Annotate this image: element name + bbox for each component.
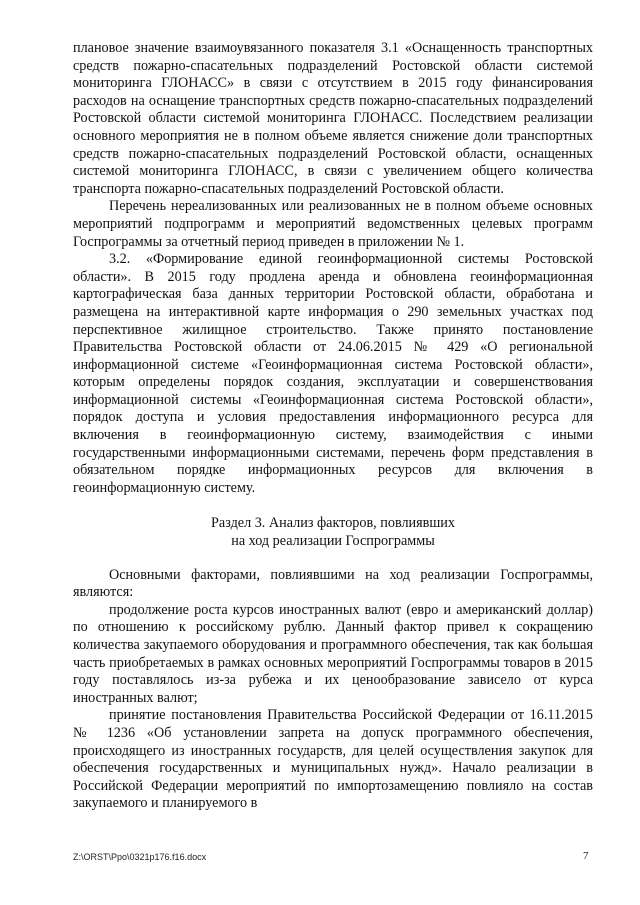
paragraph-glonass: плановое значение взаимоувязанного показателя 3.1 «Оснащенность транспортных средств пожарно-спасательных подразделений Ростовской области системой мониторинга ГЛОНАСС» в связи с отсутствием в 2015 году финансирования расходов на оснащение транспортных средств пожарно-спасательных подразделений Ростовской области системой мониторинга ГЛОНАСС. Последствием реализации основного мероприятия не в полном объеме является снижение доли транспортных средств пожарно-спасательных подразделений Ростовской области, оснащенных системой мониторинга ГЛОНАСС, в связи с увеличением общего количества транспорта пожарно-спасательных подразделений Ростовской области.: [73, 40, 593, 197]
paragraph-currency-factor: продолжение роста курсов иностранных валют (евро и американский доллар) по отношению к российскому рублю. Данный фактор привел к сокращению количества закупаемого оборудования и программного обеспечения, так как большая часть приобретаемых в рамках основных мероприятий Госпрограммы товаров в 2015 году поставлялось из-за рубежа и их ценообразование зависело от курса иностранных валют;: [73, 601, 593, 706]
paragraph-main-factors: Основными факторами, повлиявшими на ход реализации Госпрограммы, являются:: [73, 566, 593, 601]
page-number: 7: [583, 850, 589, 862]
paragraph-import-substitution: принятие постановления Правительства Российской Федерации от 16.11.2015 № 1236 «Об установлении запрета на допуск программного обеспечения, происходящего из иностранных государств, для целей осуществления закупок для обеспечения государственных и муниципальных нужд». Начало реализации в Российской Федерации мероприятий по импортозамещению повлияло на состав закупаемого и планируемого в: [73, 707, 593, 812]
section-heading-line-1: Раздел 3. Анализ факторов, повлиявших: [211, 515, 455, 532]
paragraph-geoinformation-system: 3.2. «Формирование единой геоинформационной системы Ростовской области». В 2015 году продлена аренда и обновлена геоинформационная картографическая база данных территории Ростовской области, обработана и размещена на интерактивной карте информация о 290 земельных участках под перспективное жилищное строительство. Также принято постановление Правительства Ростовской области от 24.06.2015 № 429 «О региональной информационной системе «Геоинформационная система Ростовской области», которым определены порядок создания, эксплуатации и совершенствования информационной системы «Геоинформационная система Ростовской области», порядок доступа и условия предоставления информационного ресурса для включения в геоинформационную систему, взаимодействия с иными государственными информационными системами, перечень форм представления в обязательном порядке информационных ресурсов для включения в геоинформационную систему.: [73, 251, 593, 496]
footer-file-path: Z:\ORST\Ppo\0321p176.f16.docx: [73, 852, 207, 862]
paragraph-unrealized-list: Перечень нереализованных или реализованных не в полном объеме основных мероприятий подпрограмм и мероприятий ведомственных целевых программ Госпрограммы за отчетный период приведен в приложении № 1.: [73, 198, 593, 250]
section-heading-line-2: на ход реализации Госпрограммы: [231, 533, 435, 550]
section-heading: [73, 515, 593, 550]
document-page: [73, 40, 593, 813]
